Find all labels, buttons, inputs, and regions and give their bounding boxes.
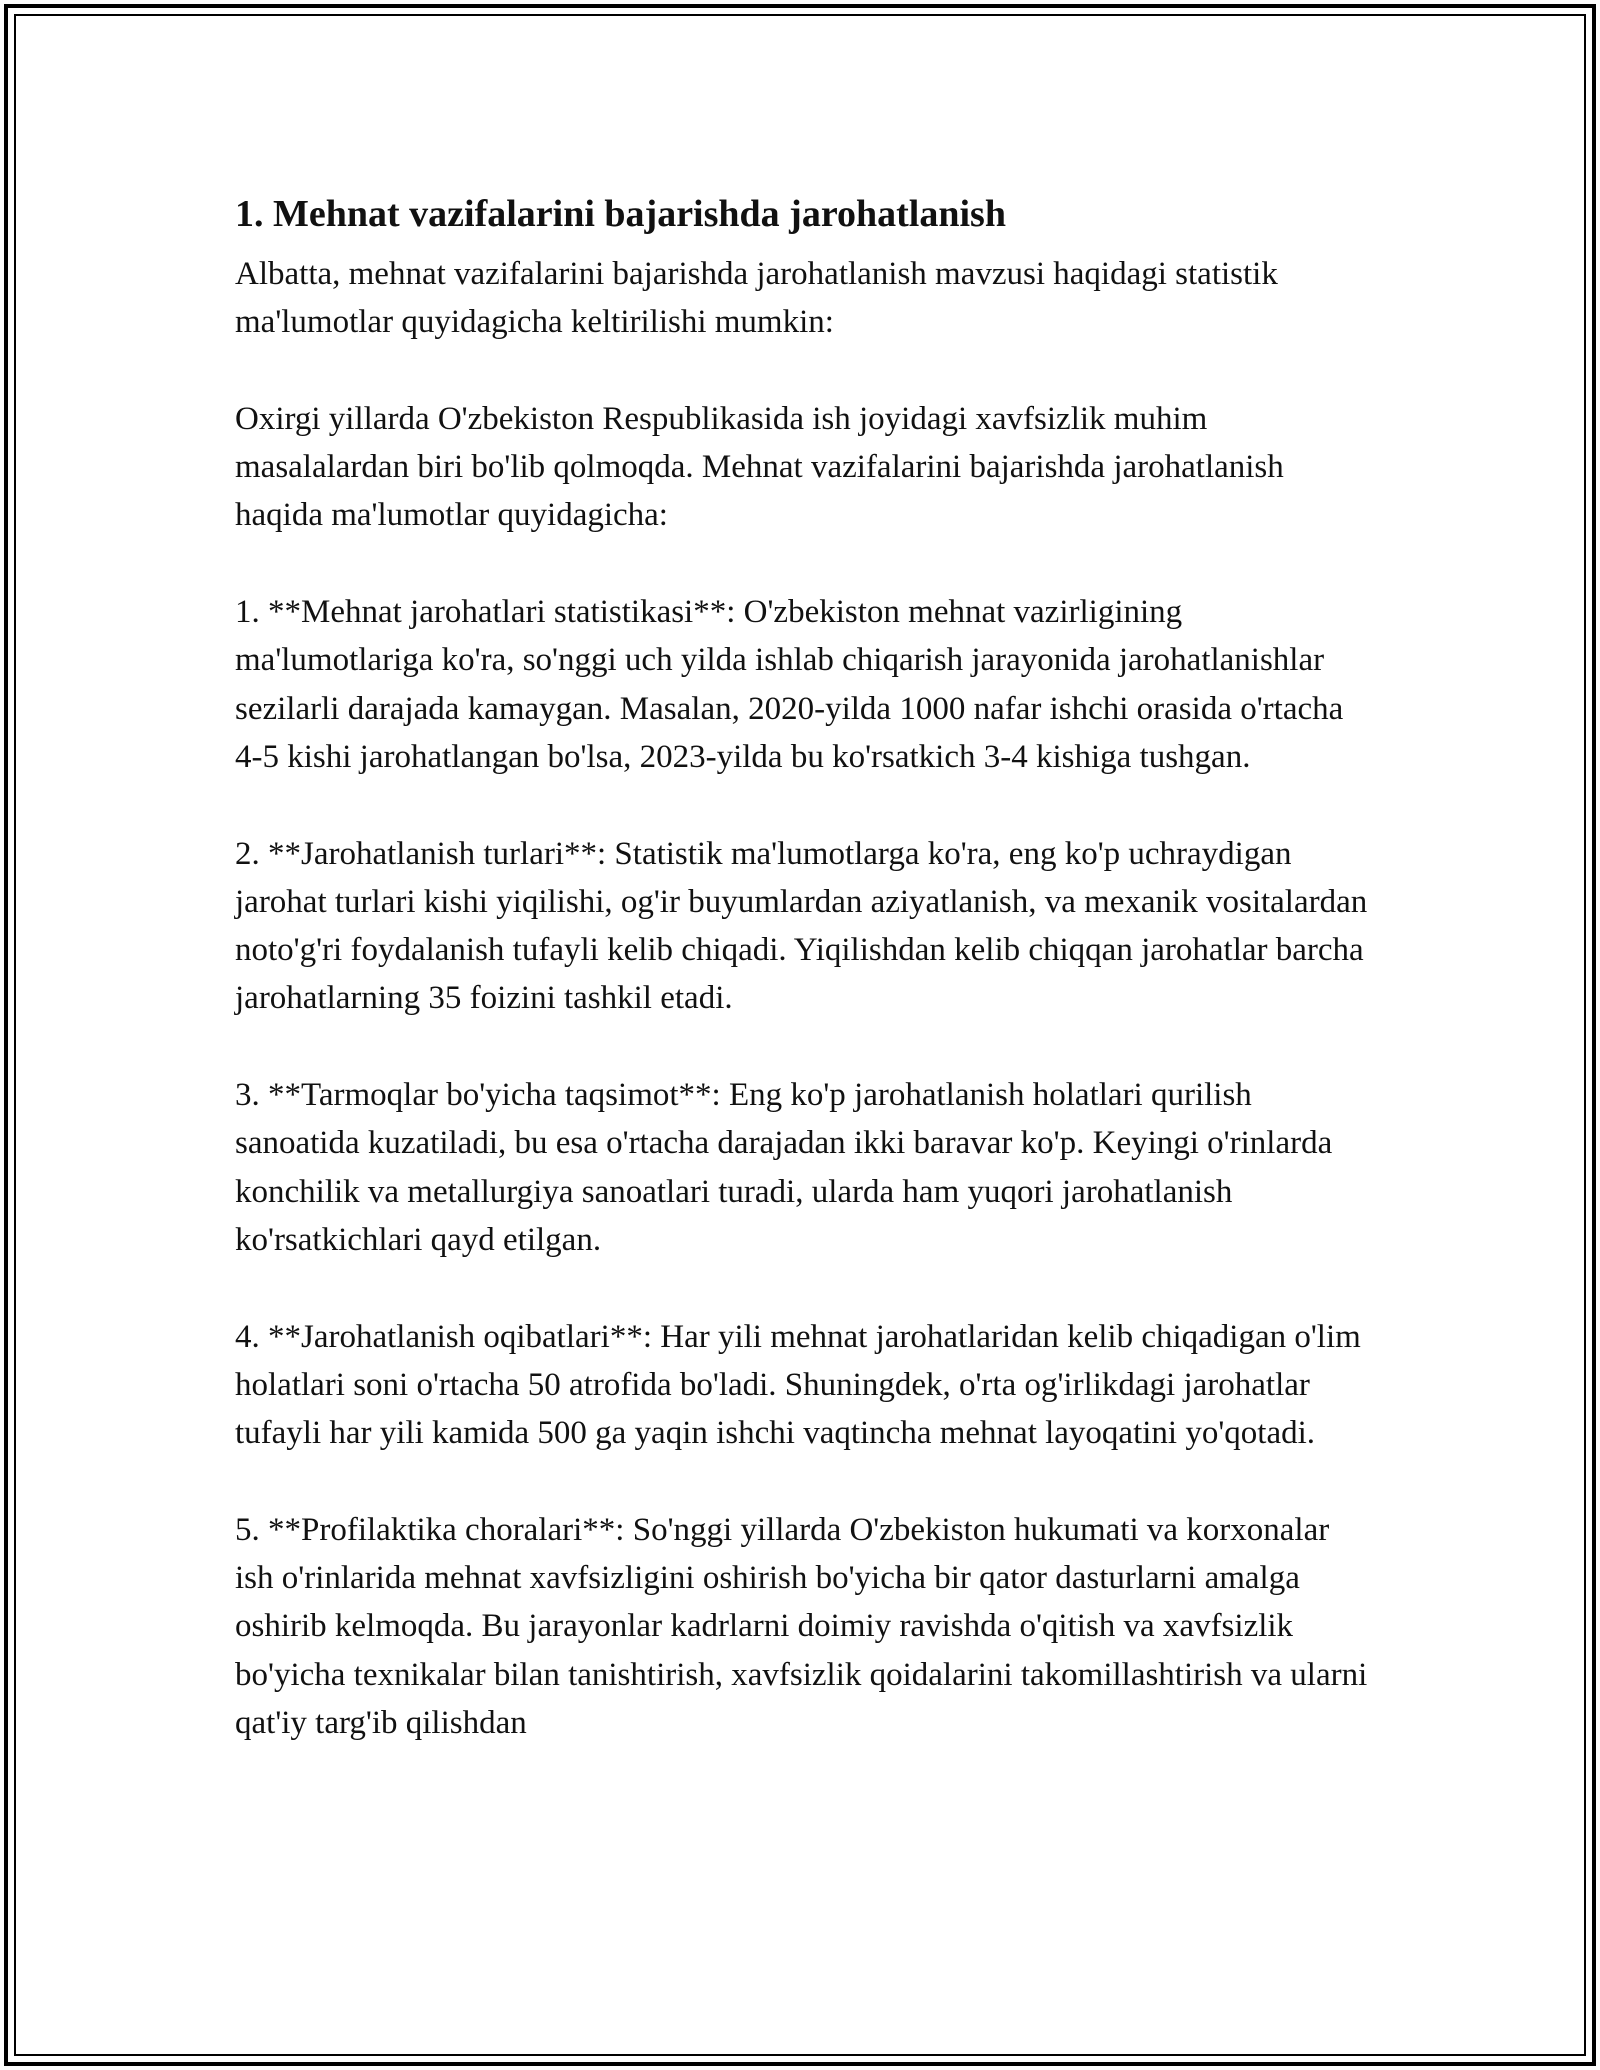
list-item-statistics: 1. **Mehnat jarohatlari statistikasi**: O'zbekiston mehnat vazirligining ma'lumotlariga ko'ra, so'nggi uch yilda ishlab chiqarish jarayonida jarohatlanishlar sezilarli darajada kamaygan. Masalan, 2020-yilda 1000 nafar ishchi orasida o'rtacha 4-5 kishi jarohatlangan bo'lsa, 2023-yilda bu ko'rsatkich 3-4 kishiga tushgan. [235, 594, 1344, 775]
list-item-injury-types: 2. **Jarohatlanish turlari**: Statistik ma'lumotlarga ko'ra, eng ko'p uchraydigan jarohat turlari kishi yiqilishi, og'ir buyumlardan aziyatlanish, va mexanik vositalardan noto'g'ri foydalanish tufayli kelib chiqadi. Yiqilishdan kelib chiqqan jarohatlar barcha jarohatlarning 35 foizini tashkil etadi. [235, 835, 1368, 1017]
section-heading: 1. Mehnat vazifalarini bajarishda jarohatlanish [235, 193, 1006, 235]
intro-paragraph: Albatta, mehnat vazifalarini bajarishda jarohatlanish mavzusi haqidagi statistik ma'lumotlar quyidagicha keltirilishi mumkin: [235, 256, 1278, 341]
list-item-consequences: 4. **Jarohatlanish oqibatlari**: Har yili mehnat jarohatlaridan kelib chiqadigan o'lim holatlari soni o'rtacha 50 atrofida bo'ladi. Shuningdek, o'rta og'irlikdagi jarohatlar tufayli har yili kamida 500 ga yaqin ishchi vaqtincha mehnat layoqatini yo'qotadi. [235, 1318, 1361, 1452]
context-paragraph: Oxirgi yillarda O'zbekiston Respublikasida ish joyidagi xavfsizlik muhim masalalardan biri bo'lib qolmoqda. Mehnat vazifalarini bajarishda jarohatlanish haqida ma'lumotlar quyidagicha: [235, 400, 1284, 534]
list-item-prevention: 5. **Profilaktika choralari**: So'nggi yillarda O'zbekiston hukumati va korxonalar ish o'rinlarida mehnat xavfsizligini oshirish bo'yicha bir qator dasturlarni amalga oshirib kelmoqda. Bu jarayonlar kadrlarni doimiy ravishda o'qitish va xavfsizlik bo'yicha texnikalar bilan tanishtirish, xavfsizlik qoidalarini takomillashtirish va ularni qat'iy targ'ib qilishdan [235, 1511, 1368, 1741]
document-body [235, 188, 1375, 1796]
list-item-sector-distribution: 3. **Tarmoqlar bo'yicha taqsimot**: Eng ko'p jarohatlanish holatlari qurilish sanoatida kuzatiladi, bu esa o'rtacha darajadan ikki baravar ko'p. Keyingi o'rinlarda konchilik va metallurgiya sanoatlari turadi, ularda ham yuqori jarohatlanish ko'rsatkichlari qayd etilgan. [235, 1077, 1333, 1258]
